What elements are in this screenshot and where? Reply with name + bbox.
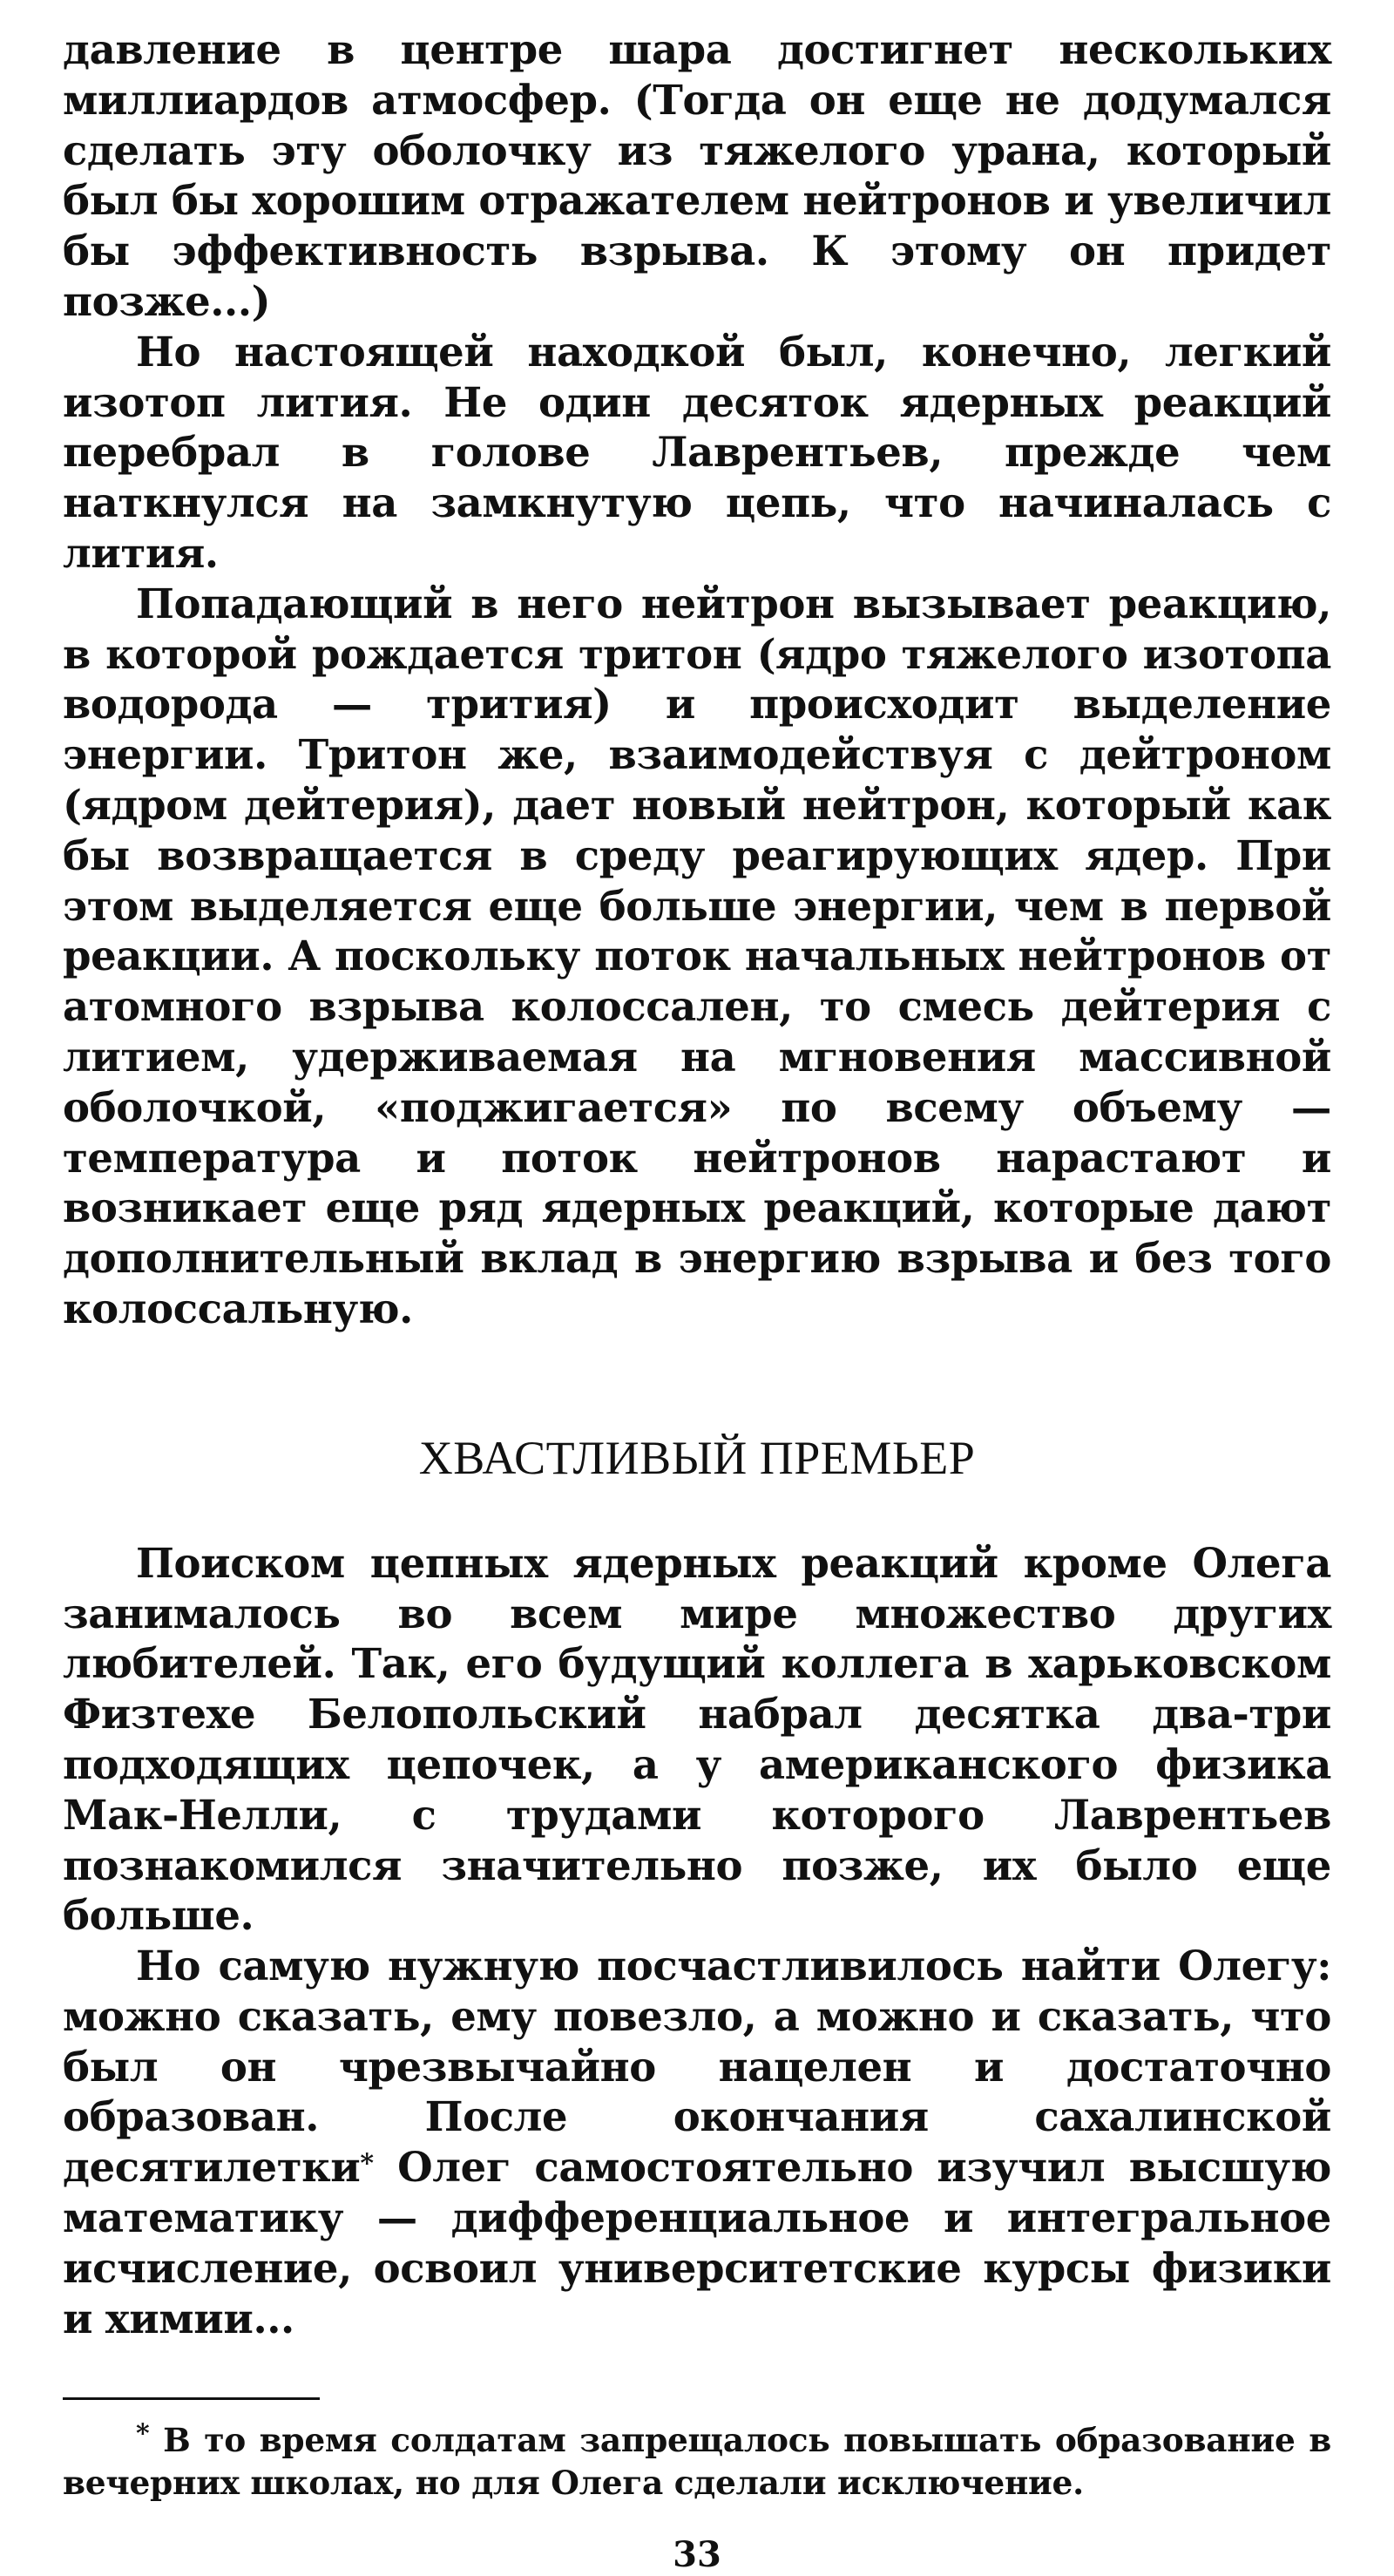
paragraph-text-before-footnote-mark: Но самую нужную посчастливилось найти Олегу: можно сказать, ему повезло, а можно и сказать, что был он чрезвычайно нацелен и достаточно образован. После окончания сахалинской десятилетки [63, 1942, 1331, 2192]
paragraph-text-after-footnote-mark: Олег самостоятельно изучил высшую математику — дифференциальное и интегральное исчисление, освоил университетские курсы физики и химии... [63, 2143, 1331, 2342]
body-paragraph-3: Попадающий в него нейтрон вызывает реакцию, в которой рождается тритон (ядро тяжелого изотопа водорода — трития) и происходит выделение энергии. Тритон же, взаимодействуя с дейтроном (ядром дейтерия), дает новый нейтрон, который как бы возвращается в среду реагирующих ядер. При этом выделяется еще больше энергии, чем в первой реакции. А поскольку поток начальных нейтронов от атомного взрыва колоссален, то смесь дейтерия с литием, удерживаемая на мгновения массивной оболочкой, «поджигается» по всему объему — температура и поток нейтронов нарастают и возникает еще ряд ядерных реакций, которые дают дополнительный вклад в энергию взрыва и без того колоссальную. [63, 579, 1331, 1332]
book-page [63, 24, 1331, 2576]
footnote-reference-mark: * [360, 2148, 374, 2179]
footnote-text: В то время солдатам запрещалось повышать образование в вечерних школах, но для Олега сделали исключение. [63, 2421, 1331, 2503]
footnote-separator-rule [63, 2397, 320, 2400]
body-paragraph-4: Поиском цепных ядерных реакций кроме Олега занималось во всем мире множество других любителей. Так, его будущий коллега в харьковском Физтехе Белопольский набрал десятка два-три подходящих цепочек, а у американского физика Мак-Нелли, с трудами которого Лаврентьев познакомился значительно позже, их было еще больше. [63, 1538, 1331, 1940]
body-paragraph-5 [63, 1941, 1331, 2343]
footnote [63, 2419, 1331, 2505]
section-heading: ХВАСТЛИВЫЙ ПРЕМЬЕР [418, 1431, 976, 1484]
body-paragraph-1: давление в центре шара достигнет нескольких миллиардов атмосфер. (Тогда он еще не додумался сделать эту оболочку из тяжелого урана, который был бы хорошим отражателем нейтронов и увеличил бы эффективность взрыва. К этому он придет позже...) [63, 25, 1331, 325]
page-number: 33 [673, 2534, 721, 2576]
footnote-mark: * [136, 2418, 150, 2450]
body-paragraph-2: Но настоящей находкой был, конечно, легкий изотоп лития. Не один десяток ядерных реакций перебрал в голове Лаврентьев, прежде чем наткнулся на замкнутую цепь, что начиналась с лития. [63, 327, 1331, 577]
